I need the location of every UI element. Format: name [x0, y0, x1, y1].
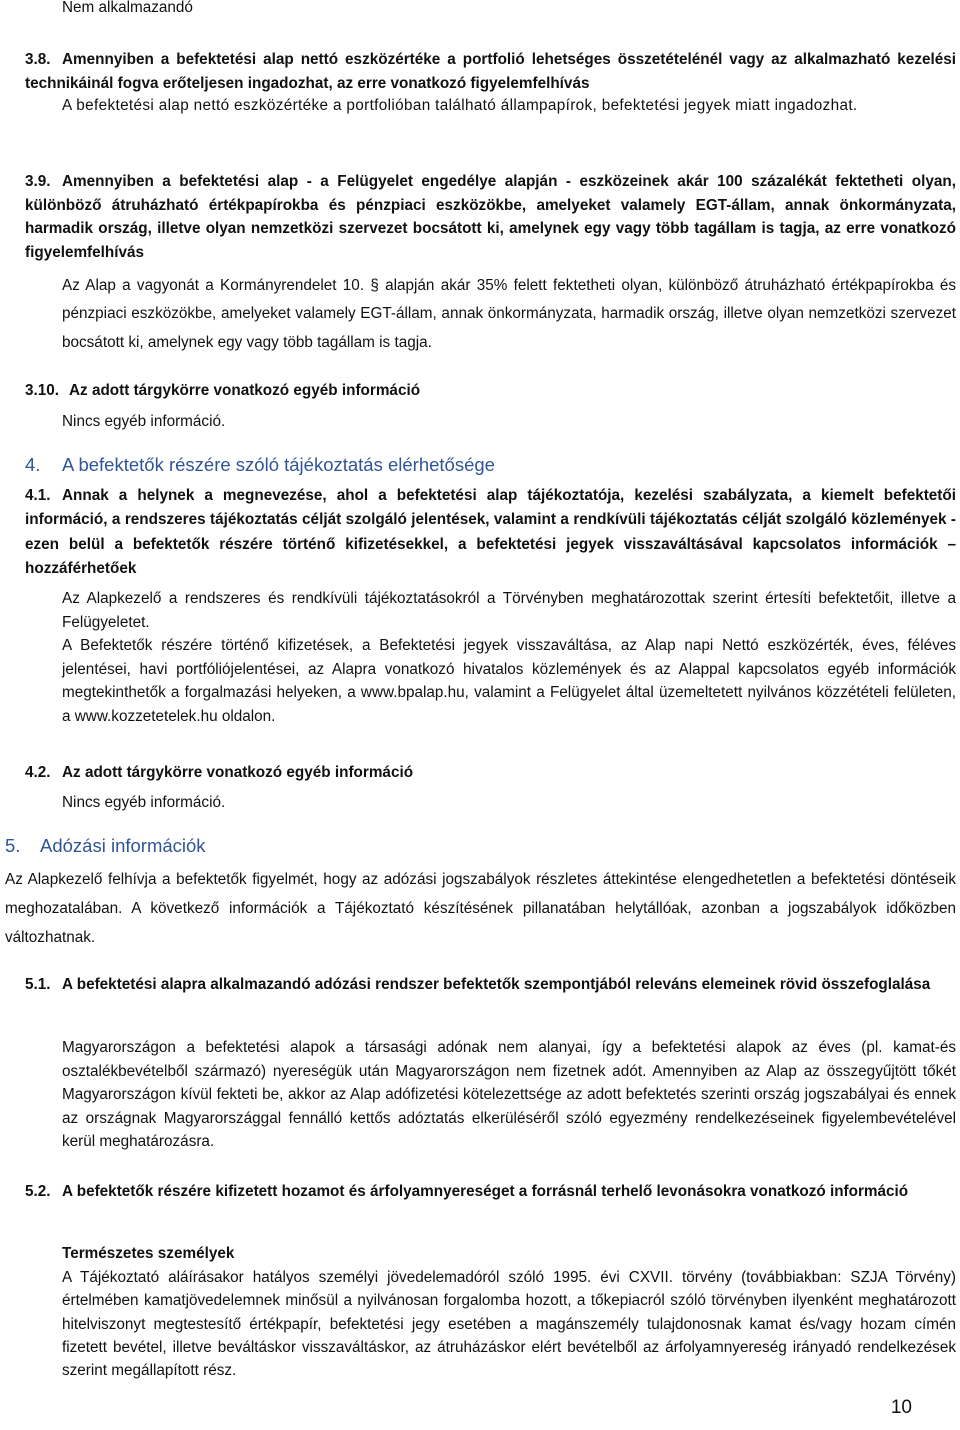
- section-number: 5.: [5, 835, 21, 856]
- section-heading-text: A befektetők részére szóló tájékoztatás elérhetősége: [62, 454, 495, 475]
- section-number: 4.: [25, 454, 41, 475]
- section-heading-text: Az adott tárgykörre vonatkozó egyéb információ: [62, 764, 414, 781]
- section-4-heading: [25, 453, 905, 477]
- section-heading-text: A befektetők részére kifizetett hozamot és árfolyamnyereséget a forrásnál terhelő levonásokra vonatkozó információ: [62, 1183, 909, 1200]
- section-number: 4.1.: [25, 487, 51, 504]
- section-5-2-subheading: Természetes személyek: [62, 1245, 235, 1262]
- section-4-1-paragraph-2: A Befektetők részére történő kifizetések, a Befektetési jegyek visszaváltása, az Alap napi Nettó eszközérték, éves, féléves jelentései, havi portfóliójelentései, az Alapra vonatkozó hivatalos közlemények és az Alappal kapcsolatos egyéb információk megtekinthetők a forgalmazási helyeken, a www.bpalap.hu, valamint a Felügyelet által üzemeltetett nyilvános közzétételi felületen, a www.kozzetetelek.hu oldalon.: [62, 637, 956, 725]
- section-3-9-text: Az Alap a vagyonát a Kormányrendelet 10. § alapján akár 35% felett fektetheti olyan, különböző átruházható értékpapírokba és pénzpiaci eszközökbe, amelyeket valamely EGT-állam, annak önkormányzata, harmadik ország, illetve olyan nemzetközi szervezet bocsátott ki, amelynek egy vagy több tagállam is tagja.: [62, 277, 956, 351]
- section-3-10-heading: [25, 379, 905, 403]
- section-3-8-text: A befektetési alap nettó eszközértéke a portfolióban található állampapírok, befektetési jegyek miatt ingadozhat.: [62, 97, 858, 114]
- section-number: 5.2.: [25, 1183, 51, 1200]
- section-number: 5.1.: [25, 976, 51, 993]
- section-heading-text: Amennyiben a befektetési alap - a Felügyelet engedélye alapján - eszközeinek akár 100 százalékát fektetheti olyan, különböző átruházható értékpapírokba és pénzpiaci eszközökbe, amelyeket valamely EGT-állam, annak önkormányzata, harmadik ország, illetve olyan nemzetközi szervezet bocsátott ki, amelynek egy vagy több tagállam is tagja, az erre vonatkozó figyelemfelhívás: [25, 173, 956, 261]
- section-5-1-heading: [25, 973, 956, 997]
- section-5-2-text: A Tájékoztató aláírásakor hatályos személyi jövedelemadóról szóló 1995. évi CXVII. törvény (továbbiakban: SZJA Törvény) értelmében kamatjövedelemnek minősül a nyilvánosan forgalomba hozott, a tőkepiacról szóló törvényben ilyenként meghatározott hitelviszonyt megtestesítő értékpapír, befektetési jegy esetében a magánszemély tulajdonosnak kamat és/vagy hozam címén fizetett bevétel, illetve beváltáskor visszaváltáskor, az átruházáskor elért bevételből az árfolyamnyereség irányadó rendelkezések szerint megállapított rész.: [62, 1269, 956, 1380]
- not-applicable-line: Nem alkalmazandó: [62, 0, 193, 16]
- page-number: 10: [890, 1397, 912, 1418]
- section-heading-text: Annak a helynek a megnevezése, ahol a befektetési alap tájékoztatója, kezelési szabályzata, a kiemelt befektetői információ, a rendszeres tájékoztatás célját szolgáló jelentések, valamint a rendkívüli tájékoztatás célját szolgáló közlemények - ezen belül a befektetők részére történő kifizetésekkel, a befektetési jegyek visszaváltásával kapcsolatos információk – hozzáférhetőek: [25, 487, 956, 578]
- section-number: 3.8.: [25, 51, 51, 68]
- section-5-1-text: Magyarországon a befektetési alapok a társasági adónak nem alanyai, így a befektetési alapok az éves (pl. kamat-és osztalékbevételből származó) nyereségük után Magyarországon nem fizetnek adót. Amennyiben az Alap az összegyűjtött tőkét Magyarországon kívül fekteti be, akkor az Alap adófizetési kötelezettsége az adott befektetés szerinti ország jogszabályai és ennek az országnak Magyarországgal fennálló kettős adóztatás elkerüléséről szóló egyezmény rendelkezéseinek figyelembevételével kerül meghatározásra.: [62, 1039, 956, 1150]
- section-number: 4.2.: [25, 764, 51, 781]
- section-heading-text: A befektetési alapra alkalmazandó adózási rendszer befektetők szempontjából releváns elemeinek rövid összefoglalása: [62, 976, 931, 993]
- section-3-8-heading: [25, 48, 956, 95]
- section-heading-text: Az adott tárgykörre vonatkozó egyéb információ: [69, 382, 421, 399]
- section-5-2-heading: [25, 1180, 956, 1204]
- section-5-text: Az Alapkezelő felhívja a befektetők figyelmét, hogy az adózási jogszabályok részletes áttekintése elengedhetetlen a befektetési döntéseik meghozatalában. A következő információk a Tájékoztató készítésének pillanatában helytállóak, azonban a jogszabályok időközben változhatnak.: [5, 871, 956, 947]
- section-heading-text: Amennyiben a befektetési alap nettó eszközértéke a portfolió lehetséges összetételénél vagy az alkalmazható kezelési technikáinál fogva erőteljesen ingadozhat, az erre vonatkozó figyelemfelhívás: [25, 51, 956, 92]
- section-number: 3.10.: [25, 382, 60, 399]
- section-number: 3.9.: [25, 173, 51, 190]
- section-heading-text: Adózási információk: [40, 835, 206, 856]
- section-3-9-heading: [25, 170, 956, 264]
- section-5-heading: [5, 834, 905, 858]
- section-4-1-paragraph-1: Az Alapkezelő a rendszeres és rendkívüli tájékoztatásokról a Törvényben meghatározottak szerint értesíti befektetőit, illetve a Felügyeletet.: [62, 590, 956, 631]
- section-4-2-heading: [25, 761, 905, 785]
- section-4-1-heading: [25, 484, 956, 582]
- section-3-10-text: Nincs egyéb információ.: [62, 413, 226, 430]
- section-4-2-text: Nincs egyéb információ.: [62, 794, 226, 811]
